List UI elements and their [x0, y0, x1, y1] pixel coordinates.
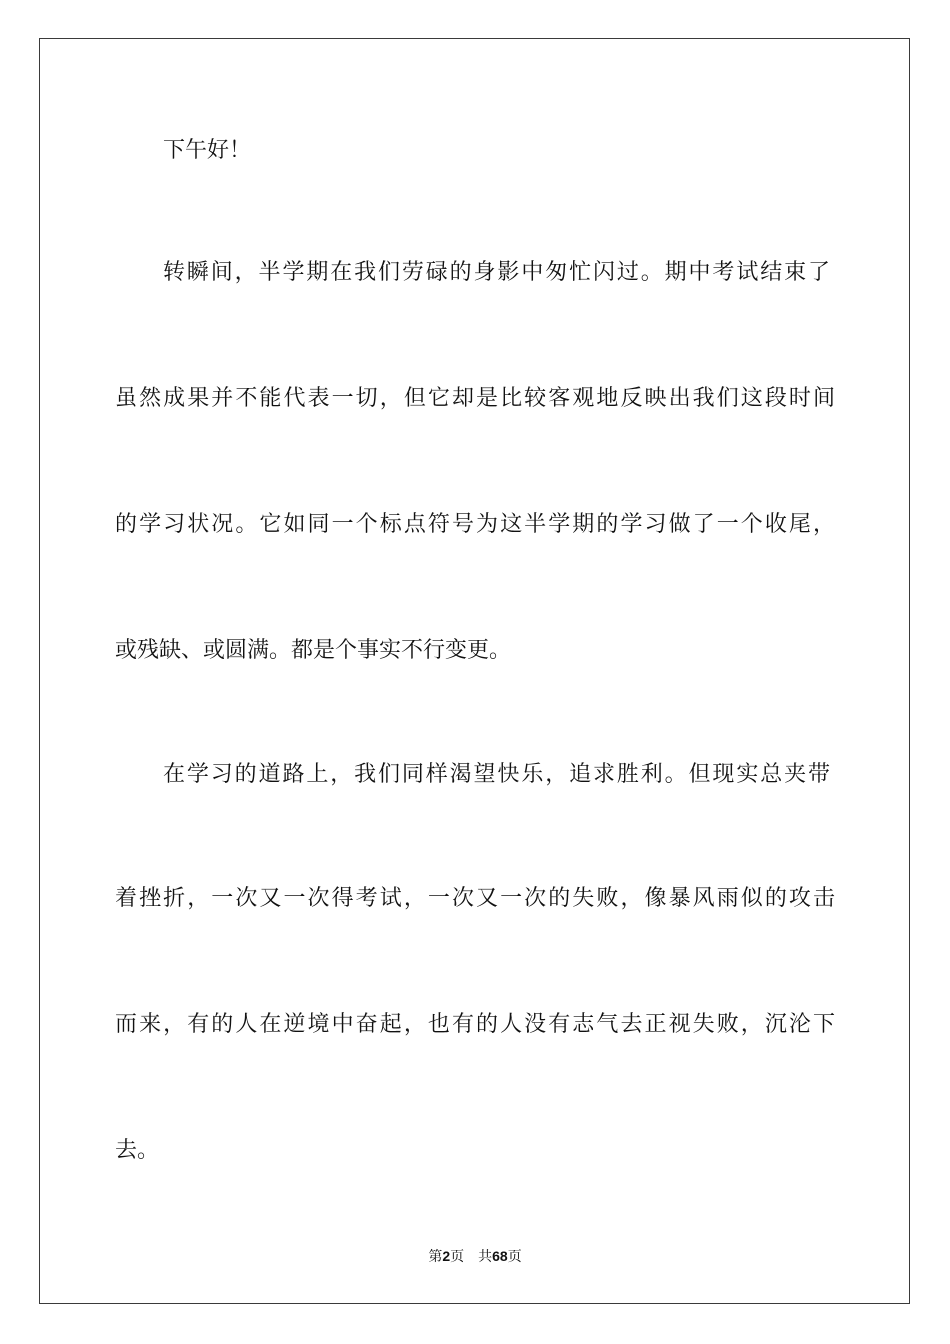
page-frame [39, 38, 910, 1304]
total-suffix: 页 [507, 1249, 522, 1265]
greeting-line: 下午好！ [163, 138, 252, 163]
paragraph-1-line-2: 虽然成果并不能代表一切，但它却是比较客观地反映出我们这段时间 [115, 386, 835, 411]
total-prefix: 共 [478, 1249, 493, 1265]
paragraph-2-line-2: 着挫折，一次又一次得考试，一次又一次的失败，像暴风雨似的攻击 [115, 886, 835, 911]
paragraph-2-line-1: 在学习的道路上，我们同样渴望快乐，追求胜利。但现实总夹带 [163, 762, 830, 787]
total-pages: 68 [492, 1248, 508, 1264]
paragraph-1-line-4: 或残缺、或圆满。都是个事实不行变更。 [115, 638, 512, 663]
page-number: 2 [442, 1248, 451, 1264]
paragraph-1-line-1: 转瞬间，半学期在我们劳碌的身影中匆忙闪过。期中考试结束了 [163, 260, 830, 285]
paragraph-2-line-3: 而来，有的人在逆境中奋起，也有的人没有志气去正视失败，沉沦下 [115, 1012, 835, 1037]
page-suffix: 页 [450, 1249, 465, 1265]
paragraph-1-line-3: 的学习状况。它如同一个标点符号为这半学期的学习做了一个收尾， [115, 512, 835, 537]
paragraph-2-line-4: 去。 [115, 1138, 160, 1163]
page-footer [0, 1247, 950, 1266]
page-prefix: 第 [428, 1249, 443, 1265]
